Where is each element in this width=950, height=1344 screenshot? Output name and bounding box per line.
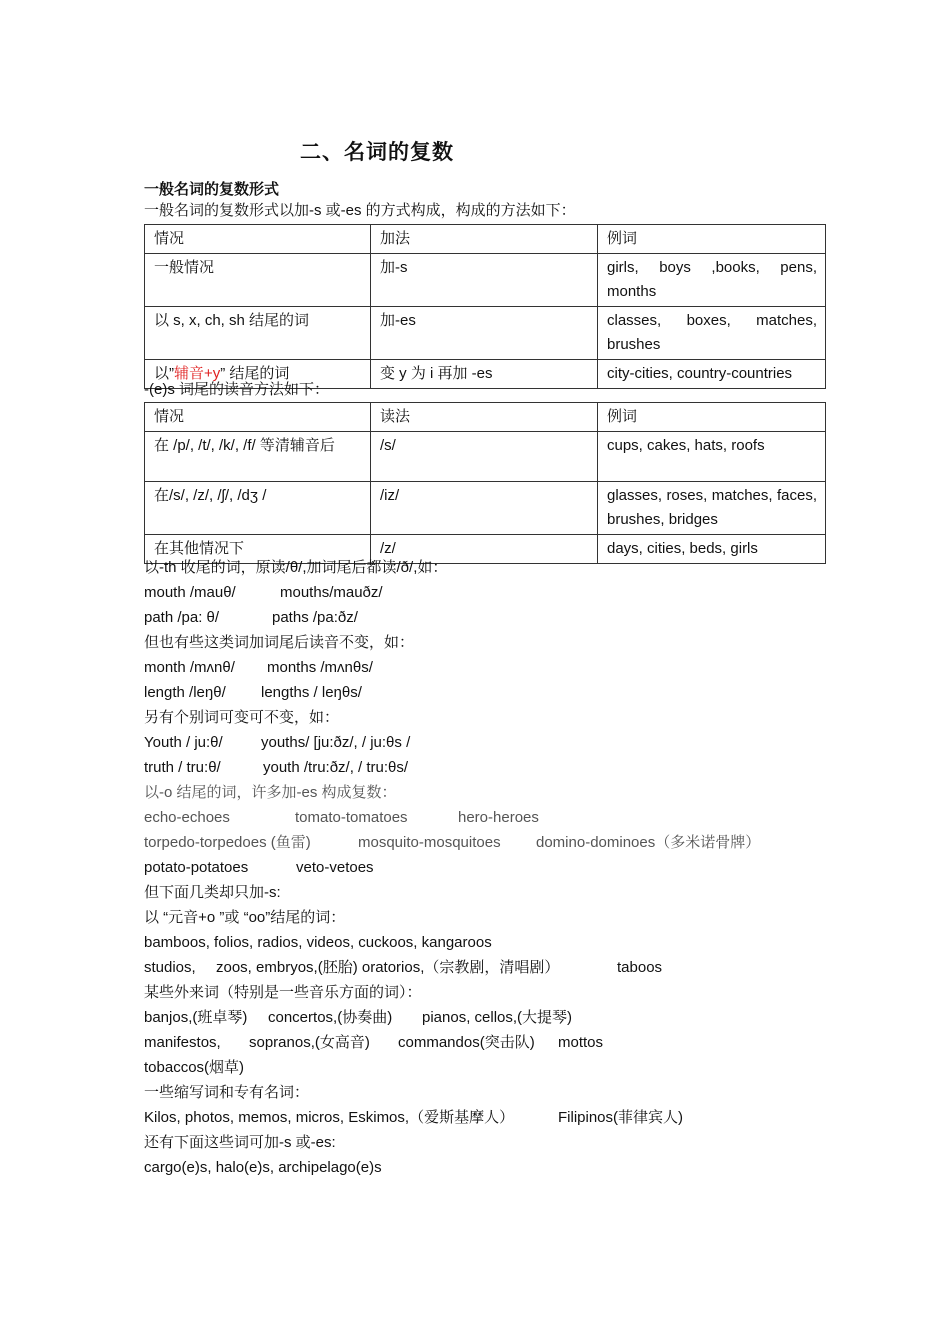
table-row — [145, 432, 826, 482]
section1-intro: 一般名词的复数形式以加-s 或-es 的方式构成，构成的方法如下： — [144, 202, 576, 219]
situation-highlight: 辅音+y — [174, 365, 221, 382]
th-intro: 以-th 收尾的词，原读/θ/,加词尾后都读/ð/,如： — [144, 559, 448, 576]
abbr-intro: 一些缩写词和专有名词： — [144, 1084, 310, 1101]
table-row — [145, 307, 826, 360]
example-line — [144, 758, 408, 778]
word-pair: domino-dominoes（多米诺骨牌） — [536, 834, 761, 851]
word-singular: Youth / ju:θ/ — [144, 734, 223, 751]
example-line — [144, 658, 373, 678]
foreign-intro: 某些外来词（特别是一些音乐方面的词）： — [144, 984, 422, 1001]
example-line — [144, 583, 383, 603]
optional-intro: 另有个别词可变可不变，如： — [144, 709, 340, 726]
word-singular: length /leŋθ/ — [144, 684, 226, 701]
example-line: tobaccos(烟草) — [144, 1059, 245, 1076]
word-pair: hero-heroes — [458, 809, 539, 826]
reading-cell: /iz/ — [371, 482, 598, 535]
s-only-intro: 但下面几类却只加-s: — [144, 884, 281, 901]
method-cell: 加-s — [371, 254, 598, 307]
word: commandos(突击队) — [398, 1034, 535, 1051]
section-heading: 一般名词的复数形式 — [144, 180, 280, 198]
examples-cell: city-cities, country-countries — [598, 360, 826, 389]
method-cell: 变 y 为 i 再加 -es — [371, 360, 598, 389]
word-pair: mosquito-mosquitoes — [358, 834, 501, 851]
situation-post: ” 结尾的词 — [220, 365, 290, 382]
header-cell: 例词 — [598, 403, 826, 432]
example-line: cargo(e)s, halo(e)s, archipelago(e)s — [144, 1159, 382, 1176]
example-line — [144, 958, 662, 978]
word: Filipinos(菲律宾人) — [558, 1109, 684, 1126]
examples-cell: cups, cakes, hats, roofs — [598, 432, 826, 482]
example-line — [144, 1033, 603, 1053]
word-plural: mouths/mauðz/ — [280, 584, 383, 601]
word: studios, — [144, 959, 196, 976]
word-pair: potato-potatoes — [144, 859, 249, 876]
reading-cell: /s/ — [371, 432, 598, 482]
word-singular: month /mʌnθ/ — [144, 659, 235, 676]
word-plural: lengths / leŋθs/ — [261, 684, 362, 701]
either-intro: 还有下面这些词可加-s 或-es: — [144, 1134, 336, 1151]
word-singular: mouth /mauθ/ — [144, 584, 236, 601]
word: banjos,(班卓琴) — [144, 1009, 248, 1026]
word: sopranos,(女高音) — [249, 1034, 370, 1051]
word-singular: path /pa: θ/ — [144, 609, 220, 626]
example-line — [144, 733, 410, 753]
word-plural: months /mʌnθs/ — [267, 659, 373, 676]
examples-cell: glasses, roses, matches, faces, brushes, bridges — [598, 482, 826, 535]
word-pair: echo-echoes — [144, 809, 230, 826]
o-intro: 以-o 结尾的词，许多加-es 构成复数： — [144, 784, 397, 801]
example-line: bamboos, folios, radios, videos, cuckoos, kangaroos — [144, 934, 492, 951]
word-plural: youth /tru:ðz/, / tru:θs/ — [263, 759, 409, 776]
table-row — [145, 482, 826, 535]
header-cell: 例词 — [598, 225, 826, 254]
plural-forms-table — [144, 224, 826, 389]
situation-cell: 以 s, x, ch, sh 结尾的词 — [145, 307, 371, 360]
situation-cell: 在/s/, /z/, /ʃ/, /dʒ / — [145, 482, 371, 535]
situation-cell: 在其他情况下 — [145, 535, 371, 564]
example-line — [144, 1108, 683, 1128]
word-pair: veto-vetoes — [296, 859, 374, 876]
word-list: zoos, embryos,(胚胎) oratorios,（宗教剧，清唱剧） — [216, 959, 560, 976]
word: concertos,(协奏曲) — [268, 1009, 393, 1026]
header-cell: 加法 — [371, 225, 598, 254]
header-cell: 情况 — [145, 225, 371, 254]
situation-cell: 一般情况 — [145, 254, 371, 307]
example-line — [144, 1008, 572, 1028]
pronunciation-table — [144, 402, 826, 564]
word-pair: torpedo-torpedoes (鱼雷) — [144, 834, 311, 851]
example-line — [144, 683, 362, 703]
word-plural: youths/ [ju:ðz/, / ju:θs / — [261, 734, 411, 751]
unchanged-intro: 但也有些这类词加词尾后读音不变，如： — [144, 634, 415, 651]
word-plural: paths /pa:ðz/ — [272, 609, 358, 626]
header-cell: 读法 — [371, 403, 598, 432]
word: mottos — [558, 1034, 604, 1051]
situation-cell: 在 /p/, /t/, /k/, /f/ 等清辅音后 — [145, 432, 371, 482]
word-pair: tomato-tomatoes — [295, 809, 408, 826]
word-list: Kilos, photos, memos, micros, Eskimos,（爱斯基摩人） — [144, 1109, 515, 1126]
method-cell: 加-es — [371, 307, 598, 360]
header-cell: 情况 — [145, 403, 371, 432]
vowel-o-intro: 以 “元音+o ”或 “oo”结尾的词： — [144, 909, 346, 926]
examples-cell: girls, boys ,books, pens, months — [598, 254, 826, 307]
example-line — [144, 833, 760, 853]
examples-cell: days, cities, beds, girls — [598, 535, 826, 564]
table-row — [145, 254, 826, 307]
table-header-row — [145, 225, 826, 254]
example-line — [144, 858, 374, 878]
word: taboos — [617, 959, 663, 976]
situation-pre: 以” — [154, 365, 174, 382]
section2-intro: -(e)s 词尾的读音方法如下： — [144, 381, 329, 398]
word-singular: truth / tru:θ/ — [144, 759, 221, 776]
reading-cell: /z/ — [371, 535, 598, 564]
examples-cell: classes, boxes, matches, brushes — [598, 307, 826, 360]
example-line — [144, 808, 539, 828]
example-line — [144, 608, 358, 628]
word: manifestos, — [144, 1034, 221, 1051]
word: pianos, cellos,(大提琴) — [422, 1009, 573, 1026]
table-header-row — [145, 403, 826, 432]
page-title: 二、名词的复数 — [300, 140, 454, 164]
